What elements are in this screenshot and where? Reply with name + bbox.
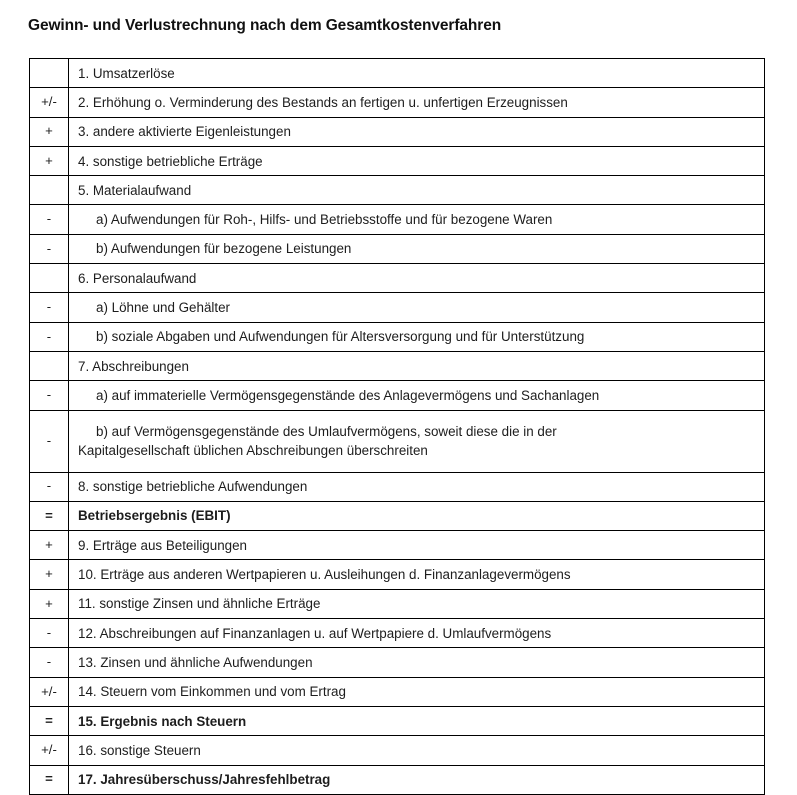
row-position-label: Betriebsergebnis (EBIT) [78,508,231,524]
row-sign-cell: - [30,234,69,263]
row-position-label: a) Aufwendungen für Roh-, Hilfs- und Betriebsstoffe und für bezogene Waren [96,212,553,228]
row-position-cell [69,59,765,88]
row-sign-cell: - [30,381,69,410]
row-position-label: a) auf immaterielle Vermögensgegenstände des Anlagevermögens und Sachanlagen [96,387,600,403]
row-position-label: 1. Umsatzerlöse [78,65,175,81]
row-position-cell [69,472,765,501]
table-body [30,59,765,795]
table-row [30,176,765,205]
row-sign-cell: + [30,589,69,618]
row-position-label: a) Löhne und Gehälter [96,300,231,315]
row-position-label: 11. sonstige Zinsen und ähnliche Erträge [78,596,321,612]
table-row [30,619,765,648]
row-position-label: 5. Materialaufwand [78,182,192,198]
row-position-line-2: Kapitalgesellschaft üblichen Abschreibungen überschreiten [78,443,428,459]
table-row [30,322,765,351]
row-sign-cell: - [30,648,69,677]
table-row [30,531,765,560]
table-row [30,234,765,263]
row-sign-cell: +/- [30,736,69,765]
row-position-cell [69,648,765,677]
row-position-label: 9. Erträge aus Beteiligungen [78,537,247,553]
table-row [30,293,765,322]
row-sign-cell: - [30,322,69,351]
row-sign-cell: - [30,472,69,501]
table-row [30,88,765,117]
row-sign-cell: - [30,619,69,648]
row-position-label: 3. andere aktivierte Eigenleistungen [78,124,291,140]
row-position-label: 13. Zinsen und ähnliche Aufwendungen [78,654,313,670]
row-position-line-1: b) auf Vermögensgegenstände des Umlaufvermögens, soweit diese die in der [96,424,557,440]
table-row [30,677,765,706]
row-position-cell [69,293,765,322]
row-sign-cell [30,59,69,88]
row-position-cell [69,351,765,380]
table-row [30,560,765,589]
row-position-label: 16. sonstige Steuern [78,742,201,758]
table-row [30,381,765,410]
row-sign-cell: - [30,293,69,322]
row-sign-cell: +/- [30,88,69,117]
row-position-cell [69,381,765,410]
row-position-cell [69,234,765,263]
row-position-cell [69,560,765,589]
row-position-cell [69,176,765,205]
row-position-label: 8. sonstige betriebliche Aufwendungen [78,479,308,495]
row-position-cell [69,88,765,117]
row-position-cell [69,501,765,530]
row-position-cell [69,322,765,351]
row-position-label: 7. Abschreibungen [78,358,189,374]
row-position-label: b) soziale Abgaben und Aufwendungen für Altersversorgung und für Unterstützung [96,329,585,345]
row-position-cell [69,410,765,472]
row-position-cell [69,117,765,146]
row-sign-cell [30,264,69,293]
row-position-cell [69,677,765,706]
row-position-label: 10. Erträge aus anderen Wertpapieren u. Ausleihungen d. Finanzanlagevermögens [78,567,571,583]
table-row [30,264,765,293]
table-row [30,472,765,501]
row-position-cell [69,589,765,618]
row-position-cell [69,706,765,735]
row-sign-cell [30,176,69,205]
table-row [30,205,765,234]
row-sign-cell: + [30,146,69,175]
row-sign-cell: - [30,205,69,234]
row-sign-cell: +/- [30,677,69,706]
table-row [30,736,765,765]
table-row [30,146,765,175]
row-sign-cell: = [30,501,69,530]
table-row [30,648,765,677]
row-position-cell [69,619,765,648]
row-sign-cell: = [30,706,69,735]
table-row [30,501,765,530]
profit-and-loss-table [29,58,765,795]
row-sign-cell: + [30,531,69,560]
row-position-label: 14. Steuern vom Einkommen und vom Ertrag [78,684,346,700]
table-row [30,59,765,88]
row-sign-cell [30,351,69,380]
row-position-label: b) Aufwendungen für bezogene Leistungen [96,241,352,257]
row-sign-cell: = [30,765,69,794]
table-row [30,351,765,380]
table-row [30,589,765,618]
row-position-cell [69,264,765,293]
row-position-label: 2. Erhöhung o. Verminderung des Bestands an fertigen u. unfertigen Erzeugnissen [78,94,568,110]
row-sign-cell: - [30,410,69,472]
page-title: Gewinn- und Verlustrechnung nach dem Gesamtkostenverfahren [28,17,502,34]
row-position-label: 6. Personalaufwand [78,270,197,286]
row-position-label: 12. Abschreibungen auf Finanzanlagen u. auf Wertpapiere d. Umlaufvermögens [78,625,552,641]
row-sign-cell: + [30,117,69,146]
table-row [30,410,765,472]
row-position-label: 17. Jahresüberschuss/Jahresfehlbetrag [78,772,331,788]
row-position-cell [69,146,765,175]
row-position-cell [69,205,765,234]
table-row [30,706,765,735]
row-sign-cell: + [30,560,69,589]
row-position-label: 4. sonstige betriebliche Erträge [78,153,263,169]
row-position-cell [69,531,765,560]
row-position-cell [69,736,765,765]
table-row [30,117,765,146]
row-position-label: 15. Ergebnis nach Steuern [78,713,247,729]
